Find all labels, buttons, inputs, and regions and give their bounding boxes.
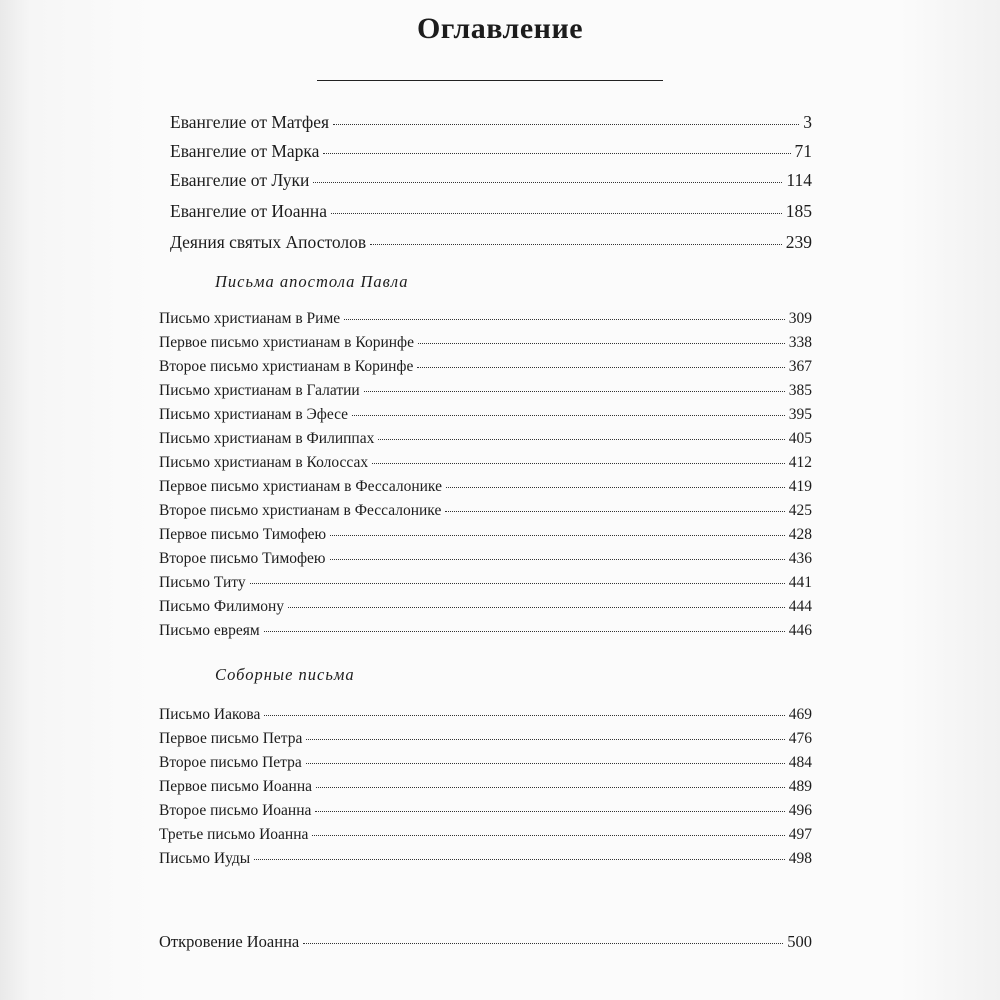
dot-leader xyxy=(313,182,782,183)
dot-leader xyxy=(364,391,785,392)
toc-entry-label: Первое письмо христианам в Коринфе xyxy=(159,334,414,351)
toc-entry[interactable] xyxy=(159,574,812,592)
toc-entry-page: 3 xyxy=(803,112,812,132)
dot-leader xyxy=(316,787,785,788)
toc-entry[interactable] xyxy=(159,478,812,496)
toc-entry[interactable] xyxy=(159,430,812,448)
toc-entry-label: Евангелие от Иоанна xyxy=(170,201,328,221)
toc-entry-label: Второе письмо христианам в Коринфе xyxy=(159,358,414,375)
toc-entry-label: Второе письмо Иоанна xyxy=(159,802,312,819)
dot-leader xyxy=(372,463,785,464)
dot-leader xyxy=(264,631,785,632)
toc-entry-page: 446 xyxy=(788,622,812,639)
toc-entry-label: Второе письмо христианам в Фессалонике xyxy=(159,502,442,519)
dot-leader xyxy=(378,439,784,440)
toc-entry-page: 441 xyxy=(788,574,812,591)
toc-entry-page: 412 xyxy=(788,454,812,471)
toc-entry[interactable] xyxy=(170,141,812,162)
toc-entry-label: Первое письмо христианам в Фессалонике xyxy=(159,478,442,495)
dot-leader xyxy=(315,811,784,812)
toc-entry-page: 489 xyxy=(788,778,812,795)
toc-entry[interactable] xyxy=(159,502,812,520)
toc-entry-label: Письмо Иуды xyxy=(159,850,251,867)
toc-entry-page: 476 xyxy=(788,730,812,747)
dot-leader xyxy=(344,319,785,320)
section-heading-paul: Письма апостола Павла xyxy=(215,272,409,291)
toc-entry-page: 425 xyxy=(788,502,812,519)
toc-entry-page: 338 xyxy=(788,334,812,351)
toc-entry-page: 496 xyxy=(788,802,812,819)
toc-entry-label: Второе письмо Тимофею xyxy=(159,550,326,567)
toc-entry-label: Евангелие от Марка xyxy=(170,141,320,161)
dot-leader xyxy=(306,763,785,764)
toc-entry-page: 367 xyxy=(788,358,812,375)
dot-leader xyxy=(331,213,782,214)
dot-leader xyxy=(417,367,784,368)
toc-entry-label: Первое письмо Тимофею xyxy=(159,526,327,543)
toc-entry-page: 419 xyxy=(788,478,812,495)
dot-leader xyxy=(445,511,784,512)
toc-entry-page: 385 xyxy=(788,382,812,399)
toc-entry-label: Письмо христианам в Риме xyxy=(159,310,341,327)
dot-leader xyxy=(306,739,784,740)
toc-entry-page: 498 xyxy=(788,850,812,867)
toc-entry[interactable] xyxy=(159,850,812,868)
toc-entry[interactable] xyxy=(170,232,812,253)
toc-entry-page: 500 xyxy=(787,932,812,951)
toc-entry[interactable] xyxy=(159,310,812,328)
dot-leader xyxy=(264,715,784,716)
toc-entry-label: Третье письмо Иоанна xyxy=(159,826,309,843)
toc-entry-page: 469 xyxy=(788,706,812,723)
toc-entry[interactable] xyxy=(159,730,812,748)
toc-entry[interactable] xyxy=(159,454,812,472)
toc-entry-label: Письмо христианам в Колоссах xyxy=(159,454,369,471)
dot-leader xyxy=(330,535,785,536)
dot-leader xyxy=(254,859,785,860)
toc-entry[interactable] xyxy=(159,622,812,640)
title-divider xyxy=(317,80,663,81)
dot-leader xyxy=(330,559,785,560)
dot-leader xyxy=(303,943,783,944)
toc-entry[interactable] xyxy=(159,706,812,724)
dot-leader xyxy=(418,343,785,344)
toc-entry[interactable] xyxy=(159,826,812,844)
toc-entry-page: 71 xyxy=(794,141,812,161)
toc-entry[interactable] xyxy=(159,406,812,424)
toc-entry-label: Деяния святых Апостолов xyxy=(170,232,367,252)
toc-entry[interactable] xyxy=(159,932,812,952)
toc-entry-label: Письмо Титу xyxy=(159,574,246,591)
toc-entry[interactable] xyxy=(159,334,812,352)
toc-entry-label: Письмо христианам в Галатии xyxy=(159,382,360,399)
toc-entry-label: Второе письмо Петра xyxy=(159,754,302,771)
dot-leader xyxy=(333,124,799,125)
toc-entry-page: 484 xyxy=(788,754,812,771)
page-title: Оглавление xyxy=(416,12,584,45)
toc-entry[interactable] xyxy=(170,112,812,133)
toc-entry[interactable] xyxy=(159,382,812,400)
toc-entry-label: Письмо Филимону xyxy=(159,598,285,615)
toc-entry[interactable] xyxy=(170,170,812,191)
toc-entry-page: 185 xyxy=(785,201,812,221)
toc-entry-label: Первое письмо Иоанна xyxy=(159,778,312,795)
dot-leader xyxy=(370,244,782,245)
toc-entry[interactable] xyxy=(159,550,812,568)
toc-entry-page: 444 xyxy=(788,598,812,615)
toc-entry-page: 497 xyxy=(788,826,812,843)
toc-entry-page: 395 xyxy=(788,406,812,423)
toc-entry[interactable] xyxy=(159,598,812,616)
toc-entry-label: Евангелие от Матфея xyxy=(170,112,330,132)
toc-entry-page: 239 xyxy=(785,232,812,252)
toc-entry[interactable] xyxy=(159,778,812,796)
toc-entry[interactable] xyxy=(159,802,812,820)
dot-leader xyxy=(352,415,785,416)
dot-leader xyxy=(323,153,790,154)
toc-entry-label: Первое письмо Петра xyxy=(159,730,303,747)
dot-leader xyxy=(250,583,785,584)
toc-entry-page: 309 xyxy=(788,310,812,327)
toc-entry-label: Письмо Иакова xyxy=(159,706,261,723)
toc-entry[interactable] xyxy=(170,201,812,222)
section-heading-catholic: Соборные письма xyxy=(215,665,355,684)
toc-entry-label: Евангелие от Луки xyxy=(170,170,310,190)
toc-entry[interactable] xyxy=(159,754,812,772)
dot-leader xyxy=(288,607,785,608)
toc-entry-label: Откровение Иоанна xyxy=(159,932,300,951)
toc-entry-label: Письмо христианам в Эфесе xyxy=(159,406,349,423)
toc-entry-page: 428 xyxy=(788,526,812,543)
toc-entry[interactable] xyxy=(159,358,812,376)
dot-leader xyxy=(446,487,785,488)
dot-leader xyxy=(312,835,784,836)
toc-entry-page: 405 xyxy=(788,430,812,447)
toc-entry-label: Письмо христианам в Филиппах xyxy=(159,430,375,447)
toc-entry-page: 114 xyxy=(786,170,812,190)
toc-entry[interactable] xyxy=(159,526,812,544)
toc-entry-page: 436 xyxy=(788,550,812,567)
toc-entry-label: Письмо евреям xyxy=(159,622,260,639)
